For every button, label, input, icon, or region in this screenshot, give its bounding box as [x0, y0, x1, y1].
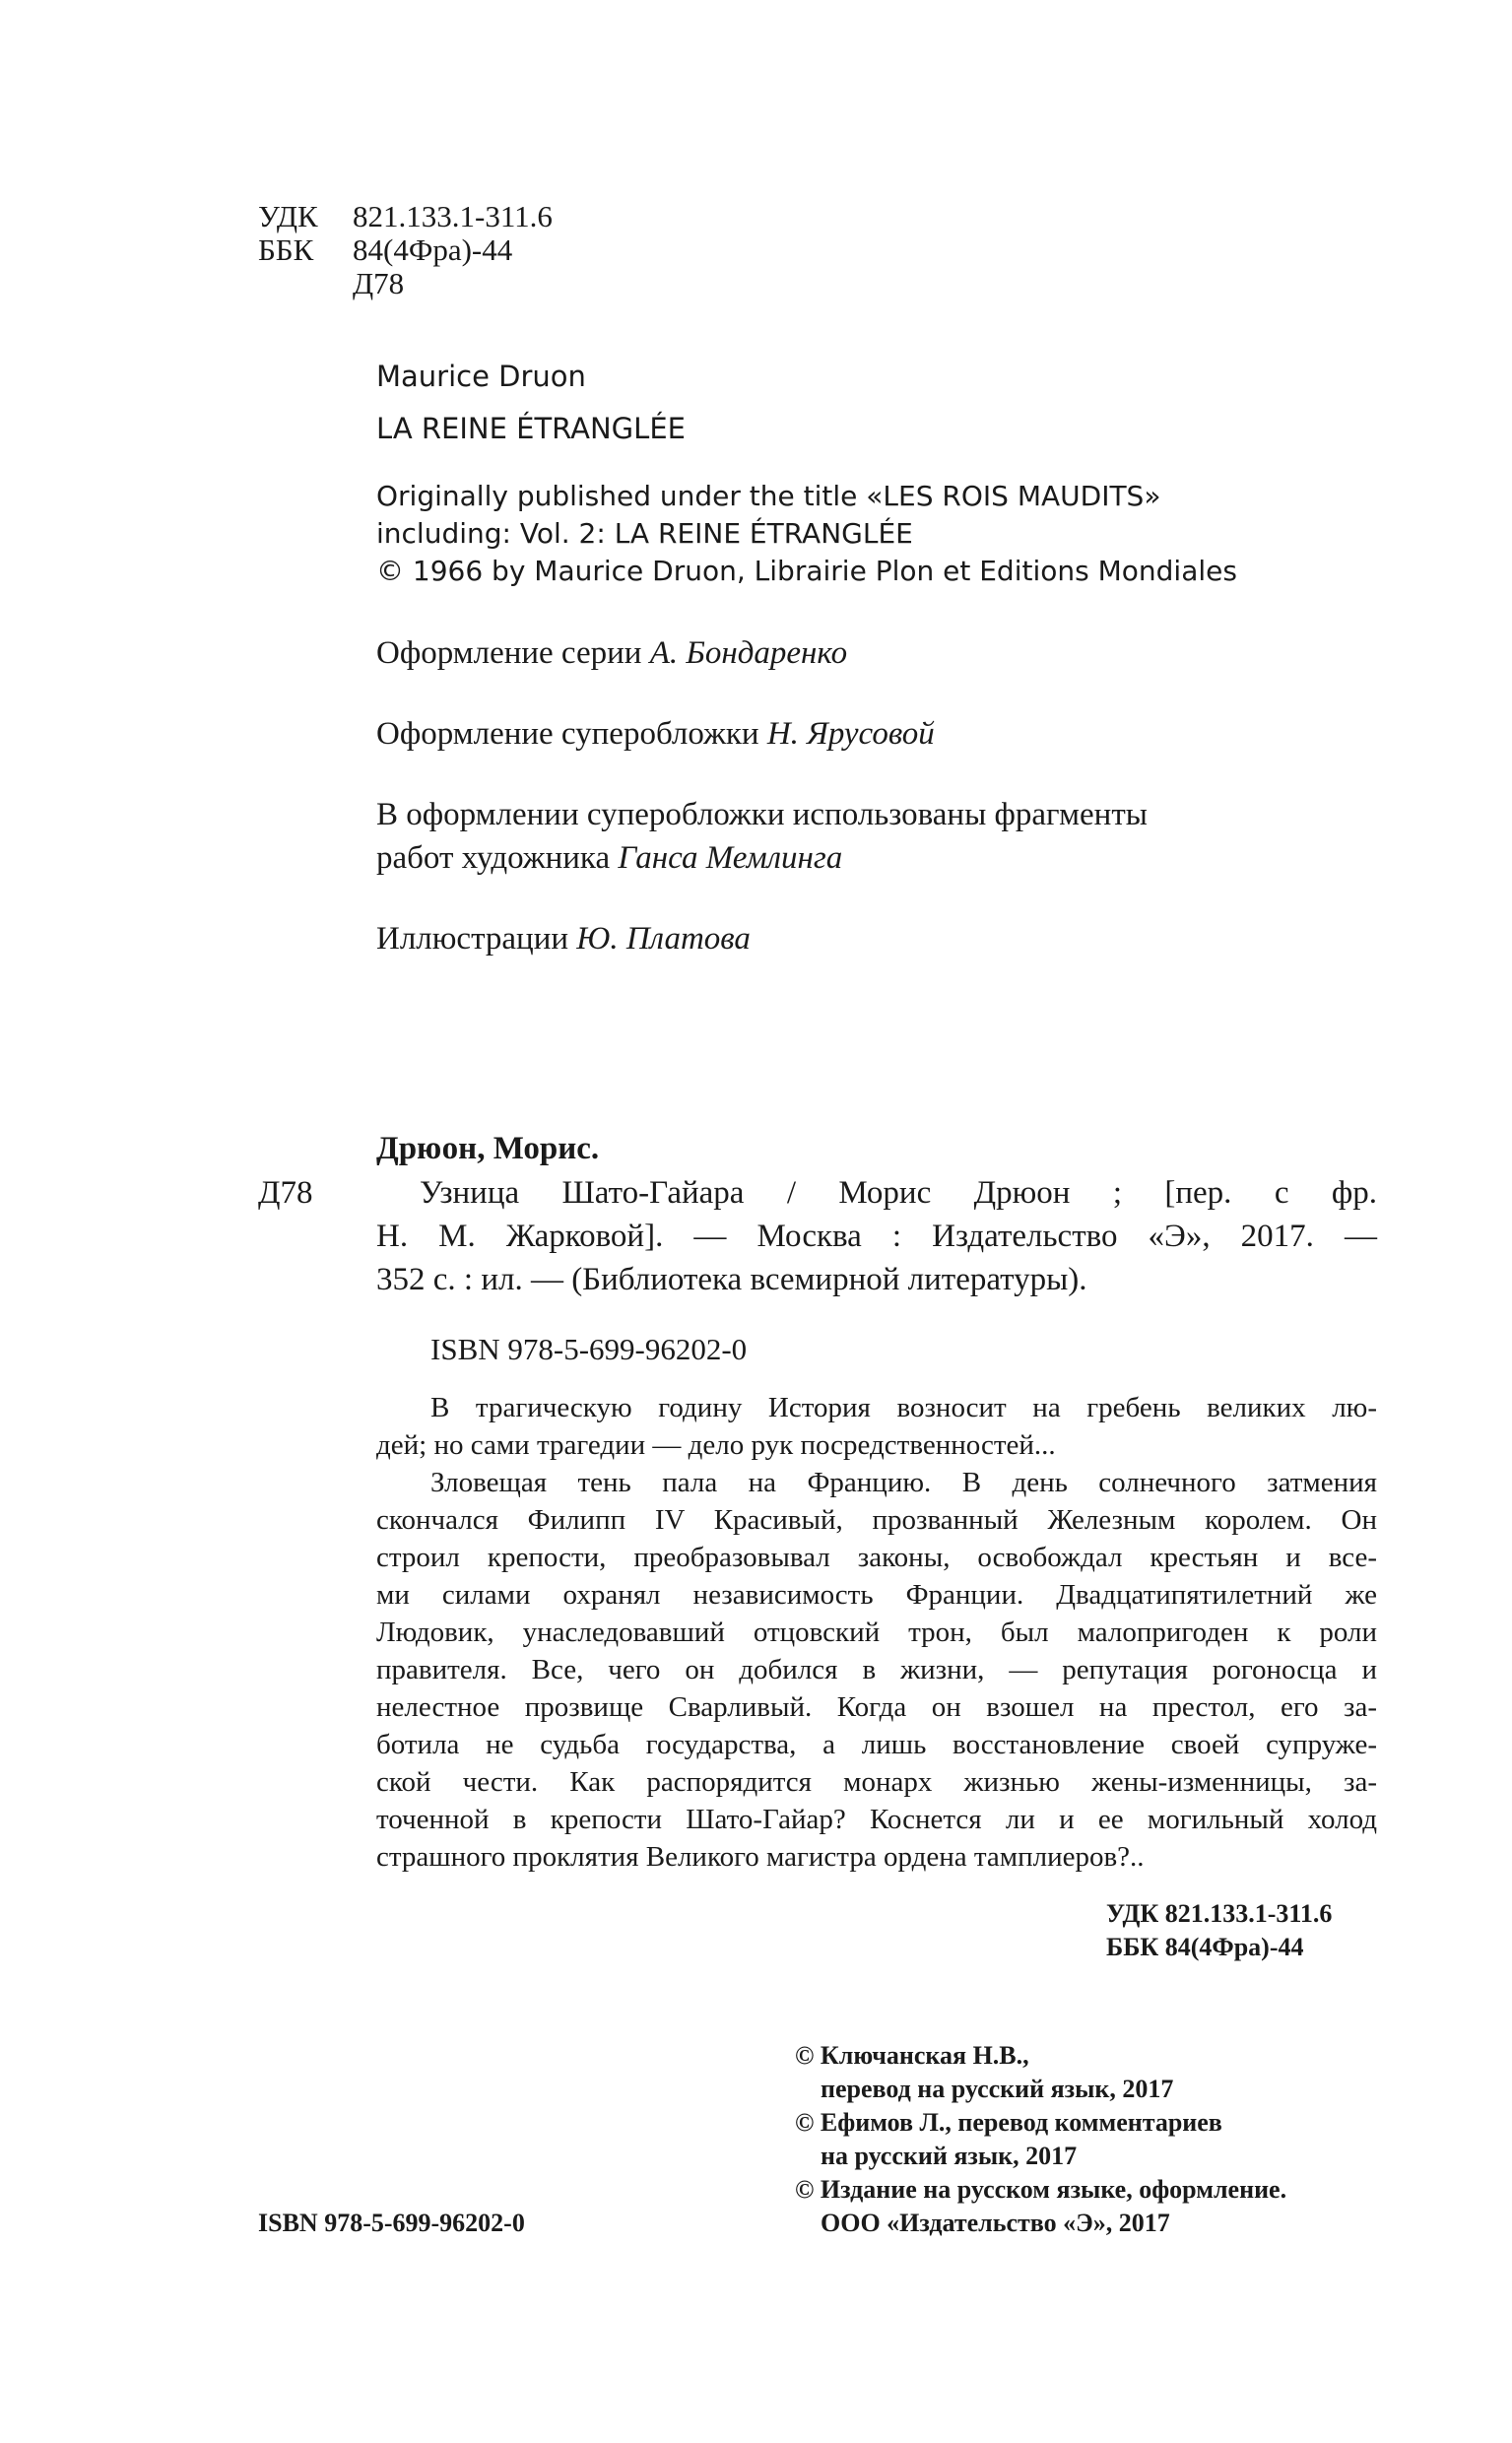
original-line-2: including: Vol. 2: LA REINE ÉTRANGLÉE [376, 517, 913, 550]
copyright-line: © Ефимов Л., перевод комментариев [795, 2108, 1222, 2137]
series-design-credit [376, 635, 847, 672]
copyright-line: © Издание на русском языке, оформление. [795, 2175, 1287, 2204]
isbn-footer: ISBN 978-5-699-96202-0 [258, 2209, 525, 2237]
fragments-artist: Ганса Мемлинга [618, 840, 843, 876]
original-title: LA REINE ÉTRANGLÉE [376, 412, 686, 445]
annotation-line: строил крепости, преобразовывал законы, освобождал крестьян и все- [376, 1542, 1377, 1573]
annotation-line: ми силами охранял независимость Франции. Двадцатипятилетний же [376, 1579, 1377, 1611]
record-description-line-2: Н. М. Жарковой]. — Москва : Издательство «Э», 2017. — [376, 1219, 1377, 1254]
bbk-label: ББК [258, 232, 314, 267]
record-heading: Дрюон, Морис. [376, 1131, 600, 1166]
original-line-1: Originally published under the title «LES ROIS MAUDITS» [376, 480, 1161, 512]
copyright-line: ООО «Издательство «Э», 2017 [821, 2209, 1170, 2237]
udk-code: УДК 821.133.1-311.6 [1106, 1899, 1333, 1928]
cover-design-label: Оформление суперобложки [376, 716, 759, 752]
annotation-line: ской чести. Как распорядится монарх жизнью жены-изменницы, за- [376, 1766, 1377, 1798]
cover-design-credit [376, 716, 935, 753]
record-isbn: ISBN 978-5-699-96202-0 [430, 1332, 748, 1366]
annotation-line: правителя. Все, чего он добился в жизни, — репутация рогоносца и [376, 1654, 1377, 1685]
series-design-name: А. Бондаренко [649, 635, 848, 671]
original-line-3: © 1966 by Maurice Druon, Librairie Plon et Editions Mondiales [376, 555, 1237, 587]
fragments-line-1: В оформлении суперобложки использованы фрагменты [376, 797, 1148, 832]
illustrations-label: Иллюстрации [376, 921, 569, 957]
bbk-value: 84(4Фра)-44 [353, 232, 513, 267]
record-mark: Д78 [258, 1175, 313, 1211]
illustrations-credit [376, 921, 751, 957]
annotation-line: точенной в крепости Шато-Гайар? Коснется ли и ее могильный холод [376, 1804, 1377, 1835]
annotation-line: ботила не судьба государства, а лишь восстановление своей супруже- [376, 1729, 1377, 1760]
bbk-code: ББК 84(4Фра)-44 [1106, 1933, 1304, 1961]
annotation-line: страшного проклятия Великого магистра ордена тамплиеров?.. [376, 1841, 1145, 1873]
udk-value: 821.133.1-311.6 [353, 199, 553, 233]
annotation-line: Зловещая тень пала на Францию. В день солнечного затмения [430, 1467, 1377, 1498]
annotation-line: нелестное прозвище Сварливый. Когда он взошел на престол, его за- [376, 1691, 1377, 1723]
copyright-line: перевод на русский язык, 2017 [821, 2075, 1174, 2103]
original-author: Maurice Druon [376, 360, 586, 393]
record-description-line-3: 352 с. : ил. — (Библиотека всемирной литературы). [376, 1262, 1087, 1297]
illustrations-name: Ю. Платова [576, 921, 751, 957]
copyright-line: на русский язык, 2017 [821, 2142, 1078, 2170]
cover-design-name: Н. Ярусовой [766, 716, 935, 752]
copyright-line: © Ключанская Н.В., [795, 2041, 1029, 2070]
annotation-line: скончался Филипп IV Красивый, прозванный Железным королем. Он [376, 1504, 1377, 1536]
author-mark: Д78 [353, 266, 405, 300]
annotation-line: дей; но сами трагедии — дело рук посредственностей... [376, 1429, 1056, 1461]
fragments-line-2 [376, 840, 842, 877]
annotation-line: В трагическую годину История возносит на гребень великих лю- [430, 1392, 1377, 1423]
udk-label: УДК [258, 199, 318, 233]
fragments-label: работ художника [376, 840, 611, 876]
record-description-line-1: Узница Шато-Гайара / Морис Дрюон ; [пер. с фр. [420, 1175, 1377, 1211]
series-design-label: Оформление серии [376, 635, 642, 671]
annotation-line: Людовик, унаследовавший отцовский трон, был малопригоден к роли [376, 1617, 1377, 1648]
